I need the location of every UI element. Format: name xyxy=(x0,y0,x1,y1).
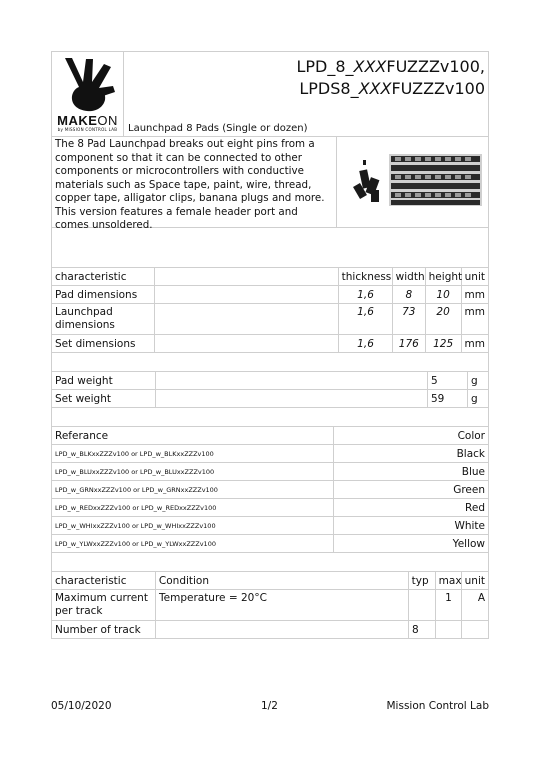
weight-name: Pad weight xyxy=(52,372,156,389)
reference-header-row xyxy=(52,427,488,445)
reference-code: LPD_w_GRNxxZZZv100 or LPD_w_GRNxxZZZv100 xyxy=(52,481,334,498)
title-block xyxy=(124,52,488,136)
weight-name: Set weight xyxy=(52,390,156,407)
header-row xyxy=(52,52,488,137)
electrical-condition: Temperature = 20°C xyxy=(156,590,409,620)
dimension-width: 8 xyxy=(393,286,426,303)
dimension-height: 10 xyxy=(426,286,462,303)
footer-date: 05/10/2020 xyxy=(51,700,112,712)
reference-code: LPD_w_BLUxxZZZv100 or LPD_w_BLUxxZZZv100 xyxy=(52,463,334,480)
dimension-width: 73 xyxy=(393,304,426,334)
dimension-name: Pad dimensions xyxy=(52,286,155,303)
logo xyxy=(52,52,124,136)
electrical-unit-header: unit xyxy=(464,574,485,587)
reference-color: Red xyxy=(465,501,485,514)
dimensions-header-row xyxy=(52,268,488,286)
reference-row xyxy=(52,463,488,481)
dimension-unit: mm xyxy=(464,337,485,350)
dimension-unit: mm xyxy=(464,288,485,301)
reference-row xyxy=(52,517,488,535)
dimension-thickness: 1,6 xyxy=(339,335,393,352)
product-description: The 8 Pad Launchpad breaks out eight pins from a component so that it can be connected to other components or microcontrollers with conductive materials such as Space tape, paint, wire, thread, copper tape, alligator clips, banana plugs and more. This version features a female header port and comes unsoldered. xyxy=(52,137,337,227)
dimension-name: Set dimensions xyxy=(52,335,155,352)
weight-unit: g xyxy=(471,392,478,405)
reference-color: White xyxy=(454,519,485,532)
launchpad-product-image xyxy=(337,138,488,226)
reference-color: Blue xyxy=(461,465,485,478)
dimension-height: 20 xyxy=(426,304,462,334)
reference-header: Referance xyxy=(52,427,334,444)
description-row xyxy=(52,137,488,231)
electrical-name: Maximum current per track xyxy=(52,590,156,620)
dimensions-row xyxy=(52,304,488,335)
electrical-max xyxy=(436,621,462,638)
dimension-unit: mm xyxy=(464,306,485,318)
weight-row xyxy=(52,390,488,408)
electrical-condition-header: Condition xyxy=(156,572,409,589)
product-image xyxy=(337,137,488,227)
reference-code: LPD_w_BLKxxZZZv100 or LPD_w_BLKxxZZZv100 xyxy=(52,445,334,462)
reference-color: Black xyxy=(456,447,485,460)
spacer-row xyxy=(52,553,488,572)
reference-row xyxy=(52,481,488,499)
electrical-typ-header: typ xyxy=(409,572,436,589)
reference-row xyxy=(52,445,488,463)
electrical-condition xyxy=(156,621,409,638)
dimensions-row xyxy=(52,335,488,353)
document-title: LPD_8_XXXFUZZZv100, LPDS8_XXXFUZZZv100 xyxy=(296,57,485,98)
spacer-row xyxy=(52,408,488,427)
document-subtitle: Launchpad 8 Pads (Single or dozen) xyxy=(128,123,308,134)
weight-value: 5 xyxy=(428,372,468,389)
reference-row xyxy=(52,535,488,553)
reference-color: Green xyxy=(453,483,485,496)
dimensions-thickness-header: thickness xyxy=(339,268,393,285)
electrical-typ: 8 xyxy=(409,621,436,638)
reference-row xyxy=(52,499,488,517)
spacer-row xyxy=(52,353,488,372)
weight-row xyxy=(52,372,488,390)
dimension-height: 125 xyxy=(426,335,462,352)
electrical-row xyxy=(52,621,488,639)
electrical-unit xyxy=(462,621,488,638)
electrical-unit: A xyxy=(477,592,485,604)
electrical-header-row xyxy=(52,572,488,590)
hand-logo-icon xyxy=(59,56,117,114)
electrical-row xyxy=(52,590,488,621)
dimension-width: 176 xyxy=(393,335,426,352)
dimensions-height-header: height xyxy=(426,268,462,285)
dimensions-unit-header: unit xyxy=(464,270,485,283)
dimensions-row xyxy=(52,286,488,304)
datasheet xyxy=(51,51,489,639)
electrical-max: 1 xyxy=(436,590,462,620)
electrical-characteristic-header: characteristic xyxy=(52,572,156,589)
electrical-name: Number of track xyxy=(52,621,156,638)
spacer-row xyxy=(52,228,488,268)
reference-code: LPD_w_REDxxZZZv100 or LPD_w_REDxxZZZv100 xyxy=(52,499,334,516)
dimension-thickness: 1,6 xyxy=(339,304,393,334)
logo-subtitle: by MISSION CONTROL LAB xyxy=(57,127,118,132)
electrical-max-header: max xyxy=(436,572,462,589)
dimension-name: Launchpad dimensions xyxy=(52,304,155,334)
reference-code: LPD_w_YLWxxZZZv100 or LPD_w_YLWxxZZZv100 xyxy=(52,535,334,552)
footer-page-number: 1/2 xyxy=(261,700,278,712)
dimension-thickness: 1,6 xyxy=(339,286,393,303)
reference-color: Yellow xyxy=(452,537,485,550)
footer-company: Mission Control Lab xyxy=(386,700,489,712)
logo-wordmark: MAKEON xyxy=(57,113,118,128)
weight-unit: g xyxy=(471,374,478,387)
weight-value: 59 xyxy=(428,390,468,407)
reference-code: LPD_w_WHIxxZZZv100 or LPD_w_WHIxxZZZv100 xyxy=(52,517,334,534)
dimensions-width-header: width xyxy=(393,268,426,285)
dimensions-characteristic-header: characteristic xyxy=(52,268,155,285)
electrical-typ xyxy=(409,590,436,620)
color-header: Color xyxy=(457,429,485,442)
